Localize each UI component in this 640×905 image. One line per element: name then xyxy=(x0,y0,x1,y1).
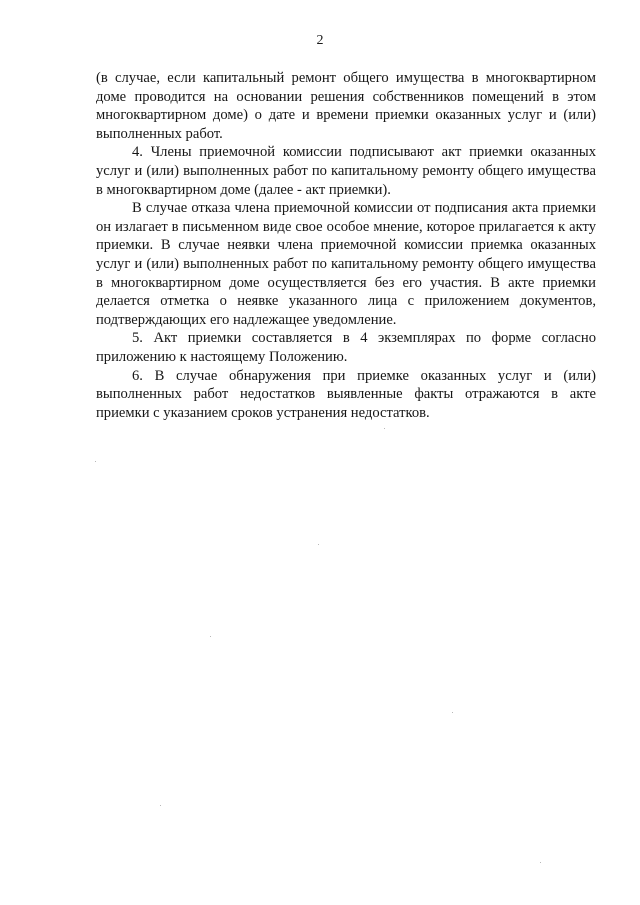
scan-speck xyxy=(95,461,96,462)
paragraph-refusal-absence: В случае отказа члена приемочной комиссии от подписания акта приемки он излагает в письменном виде свое особое мнение, которое прилагается к акту приемки. В случае неявки члена приемочной комиссии приемка оказанных услуг и (или) выполненных работ по капитальному ремонту общего имущества в многоквартирном доме осуществляется без его участия. В акте приемки делается отметка о неявке указанного лица с приложением документов, подтверждающих его надлежащее уведомление. xyxy=(96,200,596,328)
page-number: 2 xyxy=(316,33,324,48)
scan-speck xyxy=(160,805,161,806)
scan-speck xyxy=(318,544,319,545)
paragraph-item-6: 6. В случае обнаружения при приемке оказанных услуг и (или) выполненных работ недостатков выявленные факты отражаются в акте приемки с указанием сроков устранения недостатков. xyxy=(96,367,596,421)
scan-speck xyxy=(540,862,541,863)
paragraph-notice-continuation: (в случае, если капитальный ремонт общего имущества в многоквартирном доме проводится на основании решения собственников помещений в этом многоквартирном доме) о дате и времени приемки оказанных услуг и (или) выполненных работ. xyxy=(96,70,596,142)
document-body xyxy=(96,69,596,422)
scan-speck xyxy=(384,428,385,429)
scan-speck xyxy=(452,712,453,713)
paragraph-item-5: 5. Акт приемки составляется в 4 экземплярах по форме согласно приложению к настоящему Положению. xyxy=(96,330,596,365)
scan-speck xyxy=(210,636,211,637)
paragraph-item-4: 4. Члены приемочной комиссии подписывают акт приемки оказанных услуг и (или) выполненных работ по капитальному ремонту общего имущества в многоквартирном доме (далее - акт приемки). xyxy=(96,144,596,198)
